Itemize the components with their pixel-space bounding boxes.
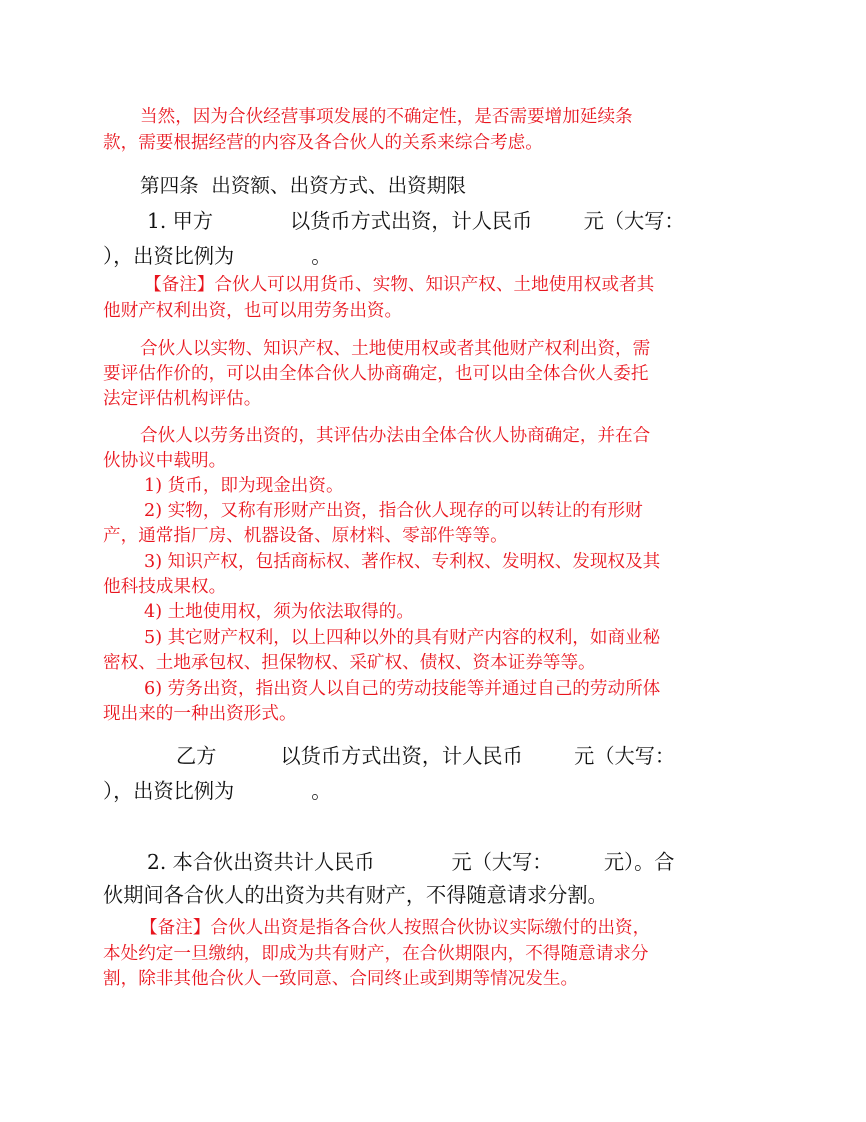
item-1: 1) 货币，即为现金出资。: [144, 476, 344, 496]
item-6-line-2: 现出来的一种出资形式。: [103, 704, 297, 724]
article4-heading: 第四条 出资额、出资方式、出资期限: [140, 174, 466, 197]
item-3-line-1: 3) 知识产权，包括商标权、著作权、专利权、发明权、发现权及其: [144, 552, 661, 572]
item-2-line-1: 2) 实物，又称有形财产出资，指合伙人现存的可以转让的有形财: [144, 501, 643, 521]
item-6-line-1: 6) 劳务出资，指出资人以自己的劳动技能等并通过自己的劳动所体: [144, 679, 661, 699]
item-2-line-2: 产，通常指厂房、机器设备、原材料、零部件等等。: [103, 526, 508, 546]
item-5-line-2: 密权、土地承包权、担保物权、采矿权、债权、资本证券等等。: [103, 653, 596, 673]
item-3-line-2: 他科技成果权。: [103, 577, 227, 597]
note2-line-1: 【备注】合伙人出资是指各合伙人按照合伙协议实际缴付的出资，: [140, 918, 651, 938]
yi-line-2: ），出资比例为 。: [103, 779, 332, 803]
para3-line-1: 合伙人以劳务出资的，其评估办法由全体合伙人协商确定，并在合: [140, 426, 651, 446]
note2-line-3: 割，除非其他合伙人一致同意、合同终止或到期等情况发生。: [103, 969, 579, 989]
para2-line-1: 合伙人以实物、知识产权、土地使用权或者其他财产权利出资，需: [140, 339, 651, 359]
jia-line-2: ），出资比例为 。: [103, 244, 332, 268]
intro-line-2: 款，需要根据经营的内容及各合伙人的关系来综合考虑。: [103, 133, 543, 153]
note1-line-2: 他财产权利出资，也可以用劳务出资。: [103, 301, 403, 321]
clause2-line-2: 伙期间各合伙人的出资为共有财产，不得随意请求分割。: [103, 883, 608, 907]
para2-line-3: 法定评估机构评估。: [103, 389, 262, 409]
intro-line-1: 当然，因为合伙经营事项发展的不确定性，是否需要增加延续条: [140, 107, 633, 127]
yi-line-1: 乙方 以货币方式出资，计人民币 元（大写：: [176, 744, 676, 768]
note2-line-2: 本处约定一旦缴纳，即成为共有财产，在合伙期限内，不得随意请求分: [103, 944, 649, 964]
item-5-line-1: 5) 其它财产权利，以上四种以外的具有财产内容的权利，如商业秘: [144, 628, 661, 648]
clause2-line-1: 2. 本合伙出资共计人民币 元（大写： 元）。合: [147, 850, 675, 874]
para3-line-2: 伙协议中载明。: [103, 451, 227, 471]
note1-line-1: 【备注】合伙人可以用货币、实物、知识产权、土地使用权或者其: [144, 275, 655, 295]
jia-line-1: 1. 甲方 以货币方式出资，计人民币 元（大写：: [147, 209, 685, 233]
para2-line-2: 要评估作价的，可以由全体合伙人协商确定，也可以由全体合伙人委托: [103, 364, 649, 384]
item-4: 4) 土地使用权，须为依法取得的。: [144, 602, 414, 622]
